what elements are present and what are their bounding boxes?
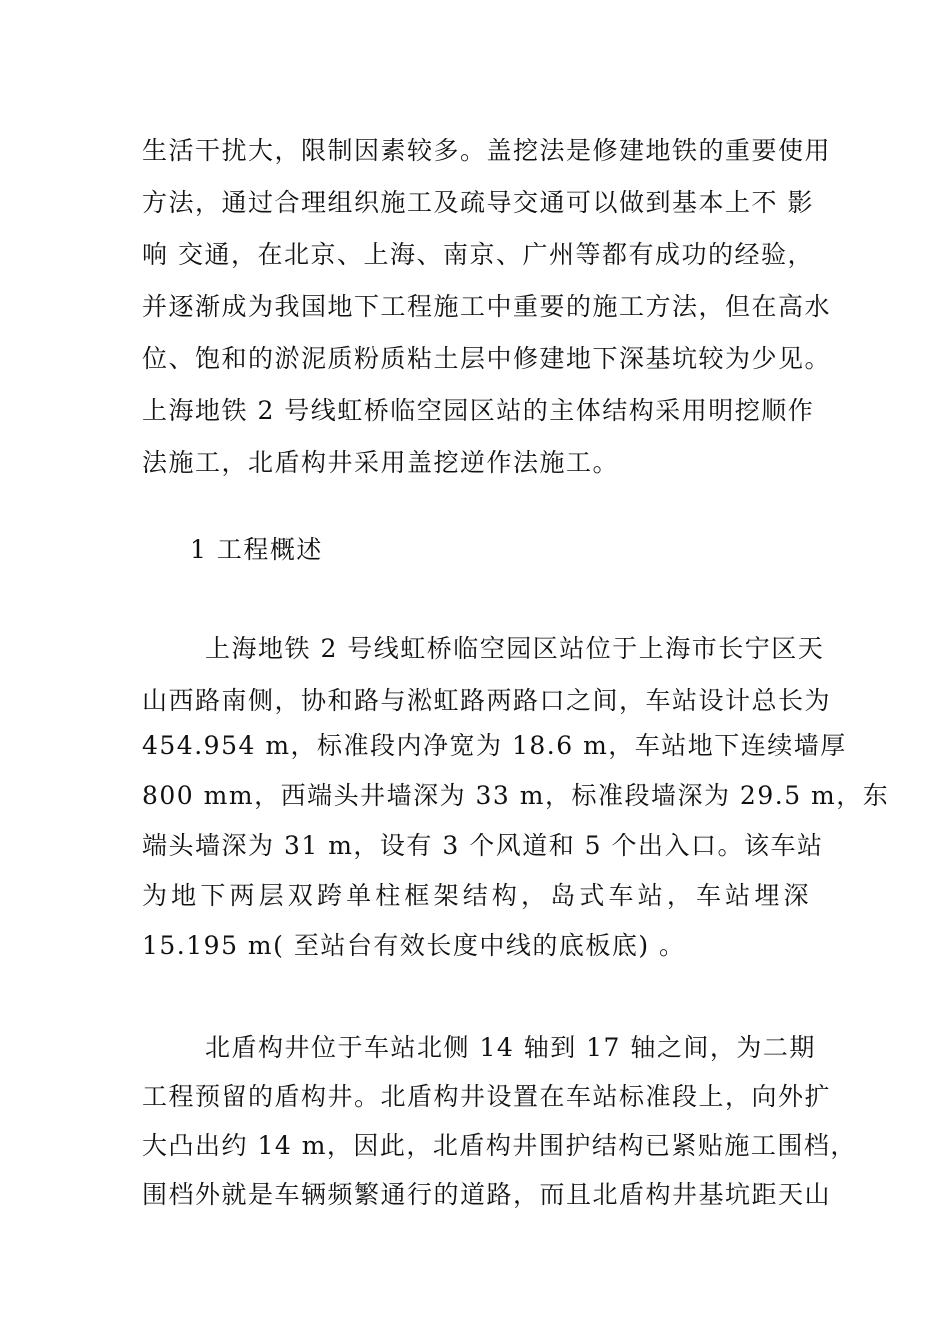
text-line: 800 mm，西端头井墙深为 33 m，标准段墙深为 29.5 m，东 [142, 781, 890, 810]
text-line: 山西路南侧，协和路与淞虹路两路口之间，车站设计总长为 [142, 686, 832, 715]
text-line: 端头墙深为 31 m，设有 3 个风道和 5 个出入口。该车站 [142, 831, 824, 860]
section-heading: 1 工程概述 [190, 535, 323, 564]
text-line: 15.195 m( 至站台有效长度中线的底板底) 。 [142, 931, 686, 960]
text-line: 响 交通，在北京、上海、南京、广州等都有成功的经验， [142, 240, 814, 269]
text-line: 围档外就是车辆频繁通行的道路，而且北盾构井基坑距天山 [142, 1180, 832, 1209]
text-line: 北盾构井位于车站北侧 14 轴到 17 轴之间，为二期 [205, 1033, 816, 1062]
text-line: 位、饱和的淤泥质粉质粘土层中修建地下深基坑较为少见。 [142, 344, 832, 373]
text-line: 454.954 m，标准段内净宽为 18.6 m，车站地下连续墙厚 [142, 731, 847, 760]
text-line: 大凸出约 14 m，因此，北盾构井围护结构已紧贴施工围档， [142, 1131, 857, 1160]
text-line: 并逐渐成为我国地下工程施工中重要的施工方法，但在高水 [142, 292, 832, 321]
text-line: 工程预留的盾构井。北盾构井设置在车站标准段上，向外扩 [142, 1082, 832, 1111]
text-line: 生活干扰大，限制因素较多。盖挖法是修建地铁的重要使用 [142, 136, 832, 165]
text-line: 上海地铁 2 号线虹桥临空园区站的主体结构采用明挖顺作 [142, 396, 815, 425]
text-line: 法施工，北盾构井采用盖挖逆作法施工。 [142, 448, 620, 477]
text-line: 上海地铁 2 号线虹桥临空园区站位于上海市长宁区天 [205, 634, 825, 663]
text-line: 方法，通过合理组织施工及疏导交通可以做到基本上不 影 [142, 188, 814, 217]
text-line: 为地下两层双跨单柱框架结构，岛式车站，车站埋深 [142, 881, 810, 910]
